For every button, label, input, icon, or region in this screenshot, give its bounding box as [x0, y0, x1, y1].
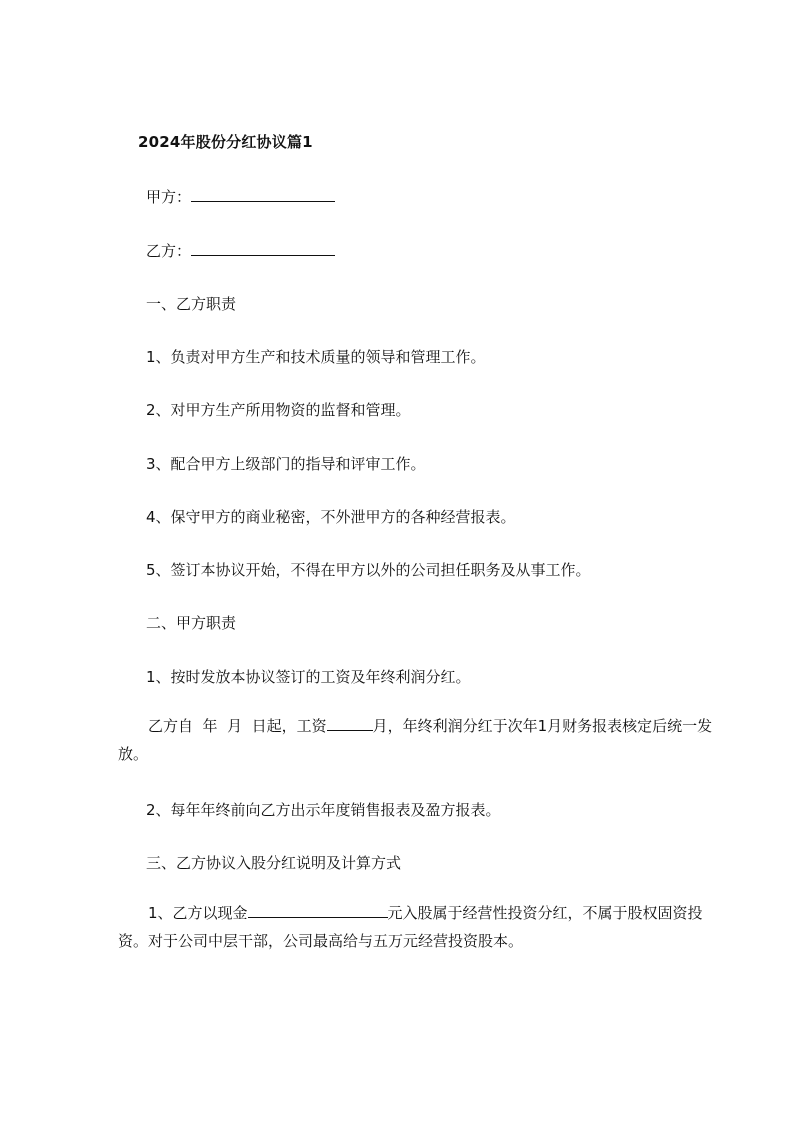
cash-text-before: 1、乙方以现金: [148, 904, 248, 922]
section2-heading: 二、甲方职责: [146, 614, 237, 632]
party-a-line: [146, 186, 335, 207]
section3-heading: 三、乙方协议入股分红说明及计算方式: [146, 854, 402, 872]
party-a-blank: [191, 187, 335, 202]
document-title: 2024年股份分红协议篇1: [138, 133, 313, 151]
party-b-blank: [191, 241, 335, 256]
salary-blank: [327, 716, 373, 731]
section3-item-1: [118, 899, 718, 955]
section1-item-4: 4、保守甲方的商业秘密，不外泄甲方的各种经营报表。: [146, 508, 516, 526]
salary-paragraph: [118, 712, 718, 768]
section1-item-1: 1、负责对甲方生产和技术质量的领导和管理工作。: [146, 348, 486, 366]
cash-text-after: 元入股属于经营性投资分红，不属于股权固资投资。对于公司中层干部，公司最高给与五万元经营投资股本。: [118, 904, 703, 950]
section1-item-5: 5、签订本协议开始，不得在甲方以外的公司担任职务及从事工作。: [146, 561, 591, 579]
salary-text-after: 月，年终利润分红于次年1月财务报表核定后统一发放。: [118, 717, 713, 763]
party-b-label: 乙方：: [146, 242, 192, 260]
party-a-label: 甲方：: [146, 188, 192, 206]
section1-item-3: 3、配合甲方上级部门的指导和评审工作。: [146, 455, 426, 473]
section1-heading: 一、乙方职责: [146, 295, 237, 313]
section2-item-2: 2、每年年终前向乙方出示年度销售报表及盈方报表。: [146, 801, 501, 819]
salary-text-before: 乙方自 年 月 日起，工资: [148, 717, 327, 735]
section2-item-1: 1、按时发放本协议签订的工资及年终利润分红。: [146, 668, 471, 686]
section1-item-2: 2、对甲方生产所用物资的监督和管理。: [146, 401, 411, 419]
party-b-line: [146, 240, 335, 261]
cash-amount-blank: [248, 903, 388, 918]
